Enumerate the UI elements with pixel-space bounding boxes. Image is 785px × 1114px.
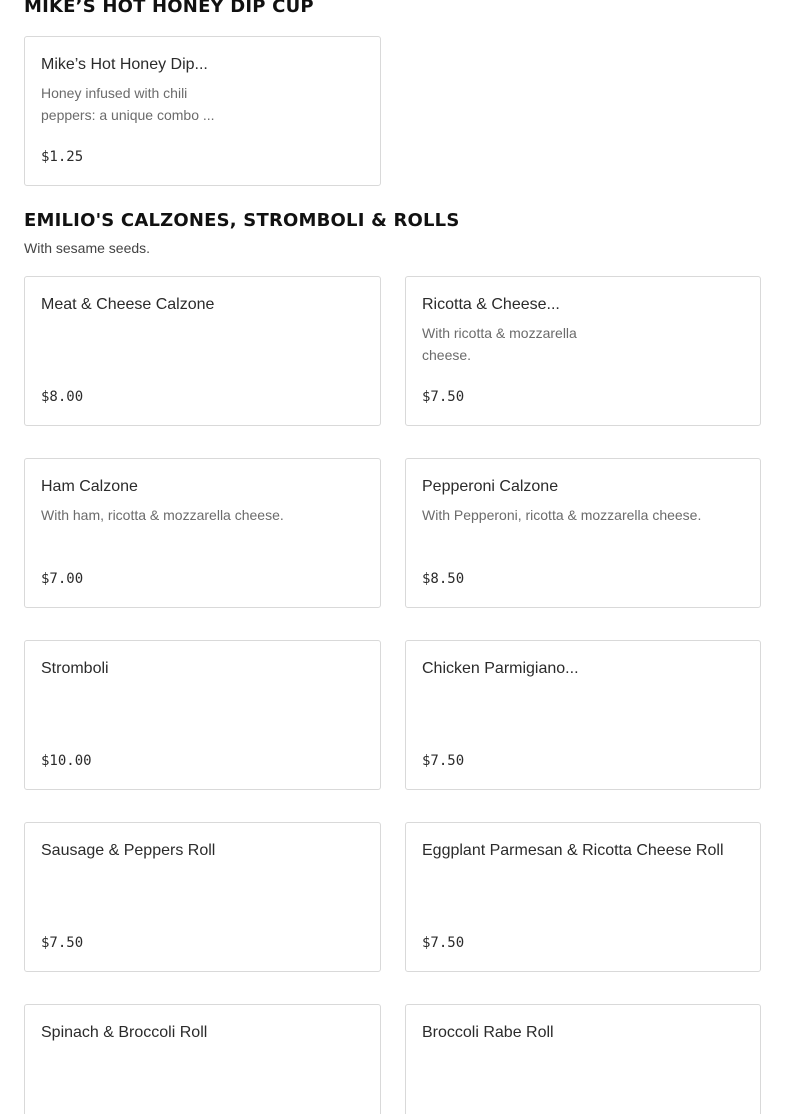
menu-item-card[interactable] [405, 640, 761, 790]
menu-item-name: Chicken Parmigiano... [422, 660, 579, 677]
menu-item-description: With ricotta & mozzarella cheese. [422, 325, 577, 363]
menu-item-name: Mike’s Hot Honey Dip... [41, 56, 208, 73]
menu-item-price: $7.00 [41, 571, 84, 587]
menu-item-card[interactable] [24, 36, 381, 186]
menu-item-name: Ham Calzone [41, 478, 138, 495]
menu-item-description: Honey infused with chili peppers: a unique combo ... [41, 85, 215, 123]
menu-item-name: Meat & Cheese Calzone [41, 296, 215, 313]
section-title-hot-honey: MIKE’S HOT HONEY DIP CUP [24, 0, 314, 17]
menu-item-card[interactable] [24, 276, 381, 426]
menu-item-card[interactable] [24, 1004, 381, 1114]
menu-item-name: Broccoli Rabe Roll [422, 1024, 554, 1041]
menu-item-description: With Pepperoni, ricotta & mozzarella cheese. [422, 507, 702, 523]
menu-item-card[interactable] [24, 458, 381, 608]
section-subtitle: With sesame seeds. [24, 240, 151, 256]
menu-item-price: $7.50 [41, 935, 84, 951]
menu-item-price: $8.50 [422, 571, 465, 587]
menu-item-price: $7.50 [422, 935, 465, 951]
menu-item-description: With ham, ricotta & mozzarella cheese. [41, 507, 284, 523]
menu-item-price: $7.50 [422, 389, 465, 405]
menu-item-card[interactable] [405, 1004, 761, 1114]
menu-item-name: Sausage & Peppers Roll [41, 842, 216, 859]
menu-item-name: Ricotta & Cheese... [422, 296, 560, 313]
menu-item-price: $7.50 [422, 753, 465, 769]
section-title-calzones: EMILIO'S CALZONES, STROMBOLI & ROLLS [24, 210, 460, 231]
menu-item-name: Eggplant Parmesan & Ricotta Cheese Roll [422, 842, 724, 859]
menu-item-card[interactable] [24, 822, 381, 972]
menu-item-price: $1.25 [41, 149, 84, 165]
menu-item-card[interactable] [405, 822, 761, 972]
menu-item-card[interactable] [24, 640, 381, 790]
menu-item-price: $8.00 [41, 389, 84, 405]
menu-item-name: Spinach & Broccoli Roll [41, 1024, 208, 1041]
menu-item-name: Pepperoni Calzone [422, 478, 559, 495]
menu-item-name: Stromboli [41, 660, 109, 677]
menu-item-card[interactable] [405, 276, 761, 426]
menu-item-price: $10.00 [41, 753, 92, 769]
menu-item-card[interactable] [405, 458, 761, 608]
